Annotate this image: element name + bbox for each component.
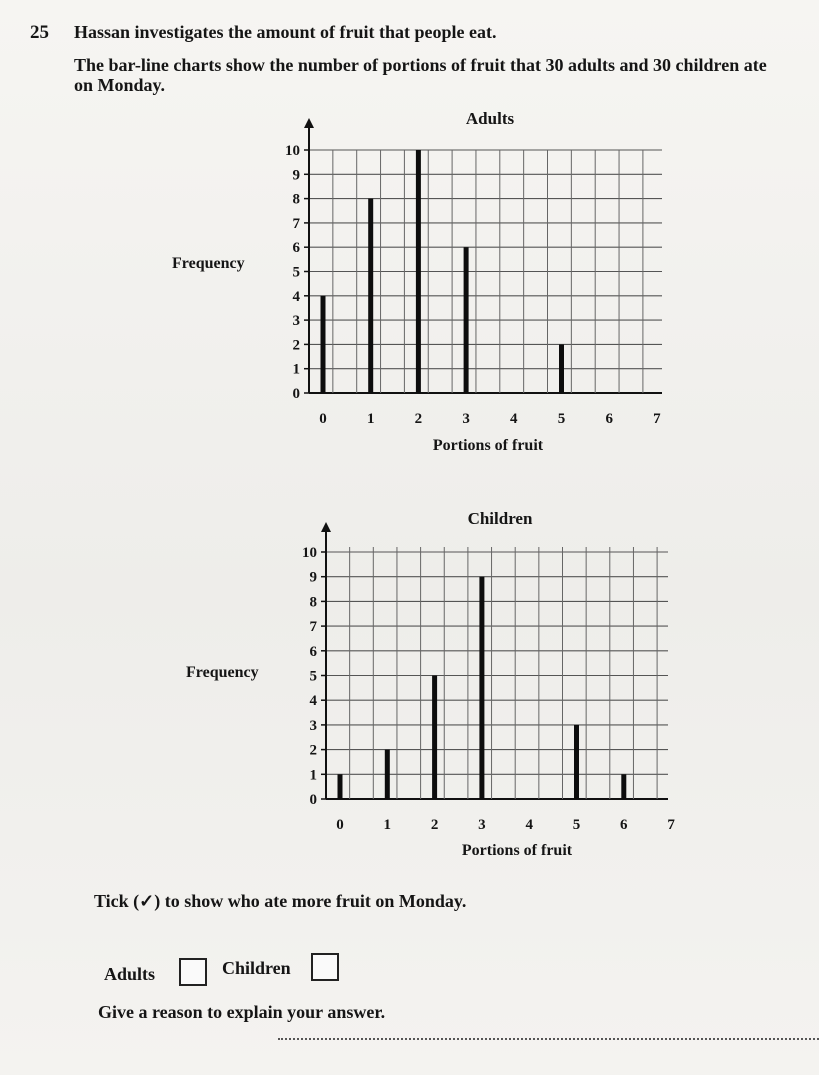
bar-line-3 — [464, 247, 469, 393]
x-tick-label: 7 — [667, 817, 675, 833]
y-tick-label: 5 — [309, 668, 317, 685]
x-tick-label: 4 — [525, 817, 533, 833]
y-tick-label: 0 — [309, 792, 317, 808]
y-tick-label: 3 — [309, 717, 317, 734]
y-axis-label: Frequency — [186, 664, 259, 681]
x-tick-label: 2 — [430, 817, 439, 833]
y-tick-label: 8 — [309, 594, 317, 611]
x-tick-label: 1 — [366, 411, 375, 427]
bar-line-1 — [368, 199, 373, 393]
y-tick-label: 6 — [309, 643, 317, 660]
adults-option-label: Adults — [104, 964, 156, 984]
chart-title: Children — [467, 509, 533, 528]
bar-line-3 — [479, 577, 484, 799]
y-tick-label: 9 — [309, 569, 317, 586]
answer-line[interactable] — [278, 1038, 819, 1040]
x-tick-label: 4 — [510, 411, 518, 427]
question-intro: Hassan investigates the amount of fruit that people eat. — [74, 22, 497, 42]
y-tick-label: 6 — [292, 240, 300, 257]
y-tick-label: 1 — [309, 767, 317, 784]
x-tick-label: 6 — [605, 411, 613, 427]
y-tick-label: 4 — [292, 288, 300, 305]
bar-line-0 — [321, 296, 326, 393]
x-tick-label: 5 — [572, 817, 581, 833]
bar-line-6 — [621, 774, 626, 799]
question-description: The bar-line charts show the number of portions of fruit that 30 adults and 30 children ate — [74, 55, 767, 75]
x-tick-label: 0 — [336, 817, 344, 833]
bar-line-2 — [432, 676, 437, 800]
adults-checkbox[interactable] — [179, 958, 207, 986]
y-tick-label: 0 — [292, 386, 300, 402]
x-tick-label: 0 — [319, 411, 327, 427]
y-tick-label: 5 — [292, 264, 300, 281]
y-tick-label: 10 — [302, 545, 317, 561]
y-tick-label: 3 — [292, 313, 300, 330]
children-checkbox[interactable] — [311, 953, 339, 981]
y-tick-label: 10 — [285, 143, 300, 159]
tick-instruction: Tick (✓) to show who ate more fruit on Monday. — [94, 891, 467, 911]
x-tick-label: 1 — [383, 817, 392, 833]
children-option-label: Children — [222, 958, 291, 978]
y-tick-label: 9 — [292, 167, 300, 184]
x-tick-label: 3 — [462, 411, 470, 427]
bar-line-5 — [574, 725, 579, 799]
x-tick-label: 6 — [620, 817, 628, 833]
bar-line-5 — [559, 344, 564, 393]
reason-prompt: Give a reason to explain your answer. — [98, 1002, 386, 1022]
question-number: 25 — [30, 22, 49, 43]
x-tick-label: 3 — [478, 817, 486, 833]
bar-line-1 — [385, 750, 390, 799]
y-tick-label: 7 — [292, 215, 300, 232]
question-description-end: on Monday. — [74, 75, 166, 95]
y-tick-label: 8 — [292, 191, 300, 208]
chart-title: Adults — [465, 109, 515, 128]
x-tick-label: 5 — [557, 411, 566, 427]
y-tick-label: 2 — [309, 742, 317, 759]
y-axis-label: Frequency — [172, 255, 245, 272]
y-axis-arrow — [321, 522, 331, 532]
x-axis-label: Portions of fruit — [432, 437, 544, 454]
y-tick-label: 1 — [292, 361, 300, 378]
x-tick-label: 7 — [653, 411, 661, 427]
bar-line-2 — [416, 150, 421, 393]
x-axis-label: Portions of fruit — [461, 842, 573, 859]
y-tick-label: 2 — [292, 337, 300, 354]
bar-line-0 — [338, 774, 343, 799]
y-axis-arrow — [304, 118, 314, 128]
x-tick-label: 2 — [414, 411, 423, 427]
y-tick-label: 7 — [309, 619, 317, 636]
y-tick-label: 4 — [309, 693, 317, 710]
